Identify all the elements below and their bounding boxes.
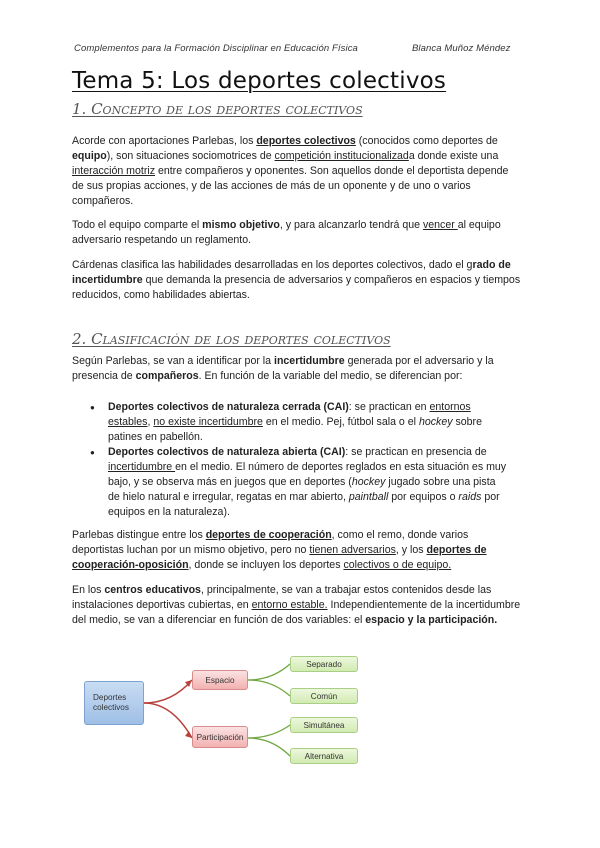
- header-course: Complementos para la Formación Disciplinar en Educación Física: [74, 43, 358, 54]
- paragraph-concepto: Acorde con aportaciones Parlebas, los deportes colectivos (conocidos como deportes de equipo), son situaciones sociomotrices de competición institucionalizada donde existe una interacción motriz entre compañeros y oponentes. Son aquellos donde el deportista depende de sus propias acciones, y de las acciones de más de un oponente y de uno o varios compañeros.: [72, 135, 509, 207]
- diagram-node-alternativa: Alternativa: [290, 748, 358, 764]
- diagram-node-root: Deportes colectivos: [84, 681, 144, 725]
- diagram-node-participacion: Participación: [192, 726, 248, 748]
- section-heading-clasificacion: 2. Clasificación de los deportes colectivos: [72, 330, 391, 348]
- bullet-list: [90, 400, 508, 520]
- paragraph-cooperacion: Parlebas distingue entre los deportes de cooperación, como el remo, donde varios deportistas luchan por un mismo objetivo, pero no tienen adversarios, y los deportes de cooperación-oposición, donde se incluyen los deportes colectivos o de equipo.: [72, 529, 487, 571]
- diagram-node-simultanea: Simultánea: [290, 717, 358, 733]
- list-item: ● Deportes colectivos de naturaleza cerrada (CAI): se practican en entornos estables, no existe incertidumbre en el medio. Pej, fútbol sala o el hockey sobre patines en pabellón.: [90, 400, 508, 445]
- header-author: Blanca Muñoz Méndez: [412, 43, 511, 54]
- classification-diagram: [72, 650, 392, 770]
- paragraph-centros: En los centros educativos, principalmente, se van a trabajar estos contenidos desde las instalaciones deportivas cubiertas, en entorno estable. Independientemente de la incertidumbre del medio, se van a diferenciar en función de dos variables: el espacio y la participación.: [72, 584, 521, 626]
- list-item: ● Deportes colectivos de naturaleza abierta (CAI): se practican en presencia de incertidumbre en el medio. El número de deportes reglados en esta situación es muy bajo, y se observa más en juegos que en deportes (hockey jugado sobre una pista de hielo natural e irregular, regatas en mar abierto, paintball por equipos o raids por equipos en la naturaleza).: [90, 445, 508, 520]
- paragraph-parlebas: Según Parlebas, se van a identificar por la incertidumbre generada por el adversario y la presencia de compañeros. En función de la variable del medio, se diferencian por:: [72, 355, 494, 382]
- page-title: Tema 5: Los deportes colectivos: [72, 68, 447, 94]
- section-heading-concepto: 1. Concepto de los deportes colectivos: [72, 100, 363, 118]
- paragraph-cardenas: Cárdenas clasifica las habilidades desarrolladas en los deportes colectivos, dado el grado de incertidumbre que demanda la presencia de adversarios y compañeros en espacios y tiempos reducidos, como habilidades abiertas.: [72, 259, 521, 301]
- diagram-node-separado: Separado: [290, 656, 358, 672]
- paragraph-objetivo: Todo el equipo comparte el mismo objetivo, y para alcanzarlo tendrá que vencer al equipo adversario respetando un reglamento.: [72, 219, 501, 246]
- diagram-node-comun: Común: [290, 688, 358, 704]
- diagram-node-espacio: Espacio: [192, 670, 248, 690]
